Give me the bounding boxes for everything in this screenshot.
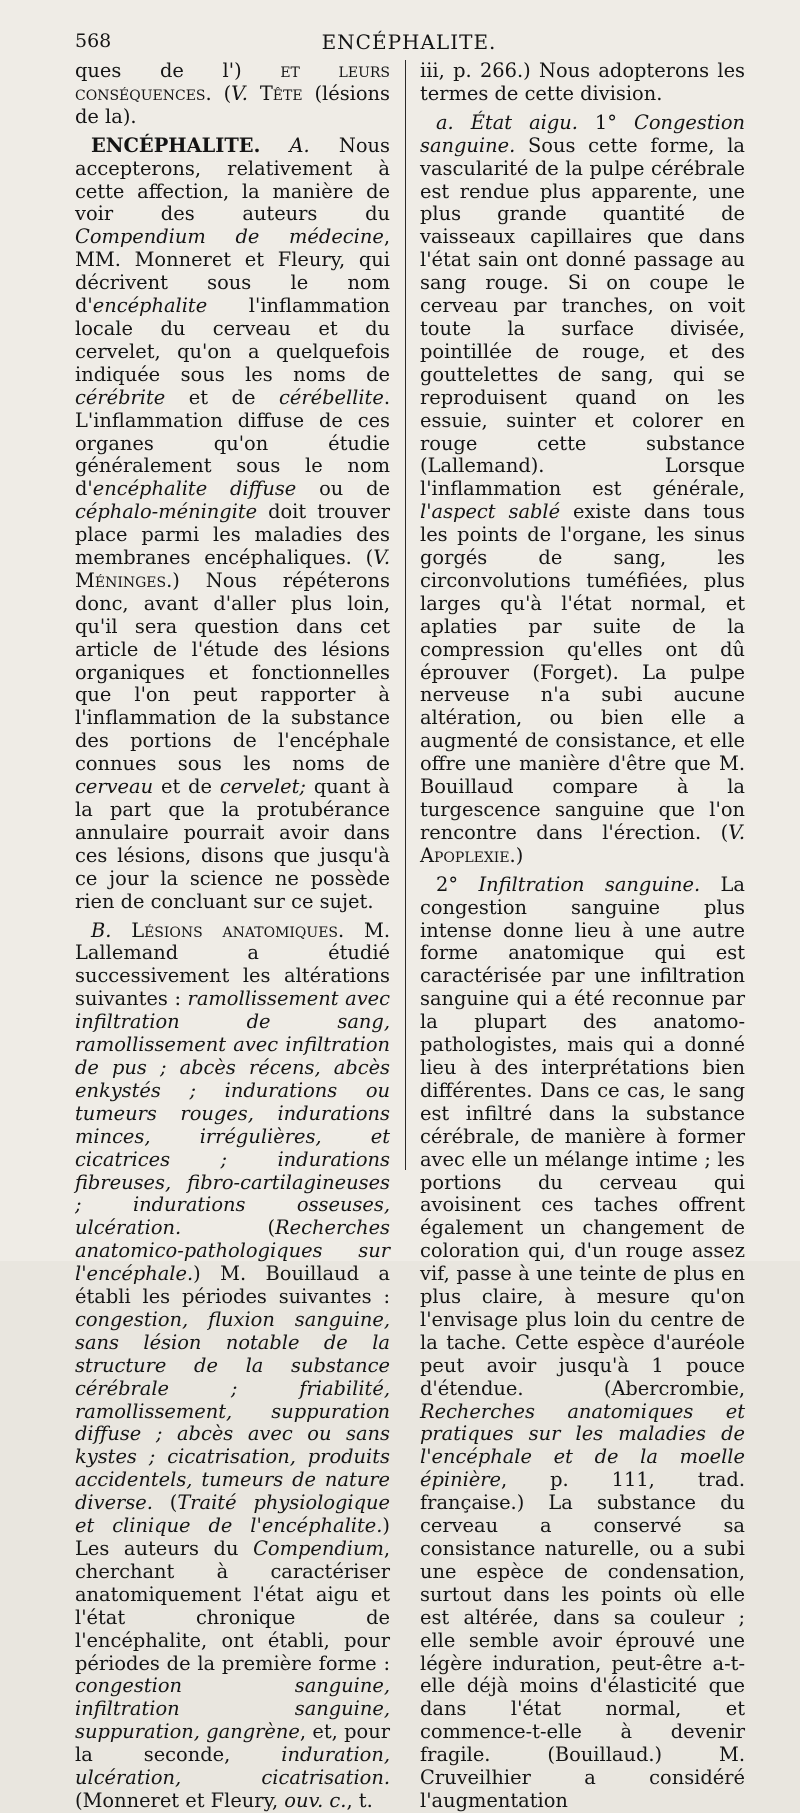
etat-aigu-paragraph: a. État aigu. 1° Congestion sanguine. Sous cette forme, la vascularité de la pulpe cérébrale est rendue plus apparente, une plus grande quantité de vaisseaux capillaires que dans l'état sain ont donné passage au sang rouge. Si on coupe le cerveau par tranches, on voit toute la surface divisée, pointillée de rouge, et des gouttelettes de sang, qui se reproduisent quand on les essuie, suinter et colorer en rouge cette substance (Lallemand). Lorsque l'inflammation est générale, l'aspect sablé existe dans tous les points de l'organe, les sinus gorgés de sang, les circonvolutions tuméfiées, plus larges qu'à l'état normal, et aplaties par suite de la compression qu'elles ont dû éprouver (Forget). La pulpe nerveuse n'a subi aucune altération, ou bien elle a augmenté de consistance, et elle offre une manière d'être que M. Bouillaud compare à la turgescence sanguine que l'on rencontre dans l'érection. (V. Apoplexie.) <box>420 110 745 867</box>
column-divider <box>405 60 406 1170</box>
section-b-paragraph: B. Lésions anatomiques. M. Lallemand a étudié successivement les altérations suivantes : ramollissement avec infiltration de sang, ramollissement avec infiltration de pus ; abcès récens, abcès enkystés ; indurations ou tumeurs rouges, indurations minces, irrégulières, et cicatrices ; indurations fibreuses, fibro-cartilagineuses ; indurations osseuses, ulcération. (Recherches anatomico-pathologiques sur l'encéphale.) M. Bouillaud a établi les périodes suivantes : congestion, fluxion sanguine, sans lésion notable de la structure de la substance cérébrale ; friabilité, ramollissement, suppuration diffuse ; abcès avec ou sans kystes ; cicatrisation, produits accidentels, tumeurs de nature diverse. (Traité physiologique et clinique de l'encéphalite.) Les auteurs du Compendium, cherchant à caractériser anatomiquement l'état aigu et l'état chronique de l'encéphalite, ont établi, pour périodes de la première forme : congestion sanguine, infiltration sanguine, suppuration, gangrène, et, pour la seconde, induration, ulcération, cicatrisation. (Monneret et Fleury, ouv. c., t. <box>75 918 390 1812</box>
section-b-heading: Lésions anatomiques. <box>111 918 345 942</box>
infiltration-paragraph: 2° Infiltration sanguine. La congestion sanguine plus intense donne lieu à une autre forme anatomique qui est caractérisée par une infiltration sanguine qui a été reconnue par la plupart des anatomo-pathologistes, mais qui a donné lieu à des interprétations bien différentes. Dans ce cas, le sang est infiltré dans la substance cérébrale, de manière à former avec elle un mélange intime ; les portions du cerveau qui avoisinent ces taches offrent également un changement de coloration qui, d'un rouge assez vif, passe à une teinte de plus en plus claire, à mesure qu'on l'envisage plus loin du centre de la tache. Cette espèce d'auréole peut avoir jusqu'à 1 pouce d'étendue. (Abercrombie, Recherches anatomiques et pratiques sur les maladies de l'encéphale et de la moelle épinière, p. 111, trad. française.) La substance du cerveau a conservé sa consistance naturelle, ou a subi une espèce de condensation, surtout dans les points où elle est altérée, dans sa couleur ; elle semble avoir éprouvé une légère induration, peut-être a-t-elle déjà moins d'élasticité que dans l'état normal, et commence-t-elle à devenir fragile. (Bouillaud.) M. Cruveilhier a considéré l'augmentation <box>420 872 745 1812</box>
running-title: ENCÉPHALITE. <box>321 30 497 54</box>
page-number: 568 <box>75 30 112 52</box>
entry-heading: ENCÉPHALITE. <box>91 133 261 157</box>
section-a-paragraph: ENCÉPHALITE. A. Nous accepterons, relativement à cette affection, la manière de voir des auteurs du Compendium de médecine, MM. Monneret et Fleury, qui décrivent sous le nom d'encéphalite l'inflammation locale du cerveau et du cervelet, qu'on a quelquefois indiquée sous les noms de cérébrite et de cérébellite. L'inflammation diffuse de ces organes qu'on étudie généralement sous le nom d'encéphalite diffuse ou de céphalo-méningite doit trouver place parmi les maladies des membranes encéphaliques. (V. Méninges.) Nous répéterons donc, avant d'aller plus loin, qu'il sera question dans cet article de l'étude des lésions organiques et fonctionnelles que l'on peut rapporter à l'inflammation de la substance des portions de l'encéphale connues sous les noms de cerveau et de cervelet; quant à la part que la protubérance annulaire pourrait avoir dans ces lésions, disons que jusqu'à ce jour la science ne possède rien de concluant sur ce sujet. <box>75 133 390 913</box>
page-header <box>75 30 743 58</box>
right-column <box>420 60 745 1813</box>
continuation-paragraph: ques de l') et leurs conséquences. (V. Tête (lésions de la). <box>75 59 390 128</box>
left-column <box>75 60 390 1813</box>
right-continuation-paragraph: iii, p. 266.) Nous adopterons les termes de cette division. <box>420 59 745 105</box>
